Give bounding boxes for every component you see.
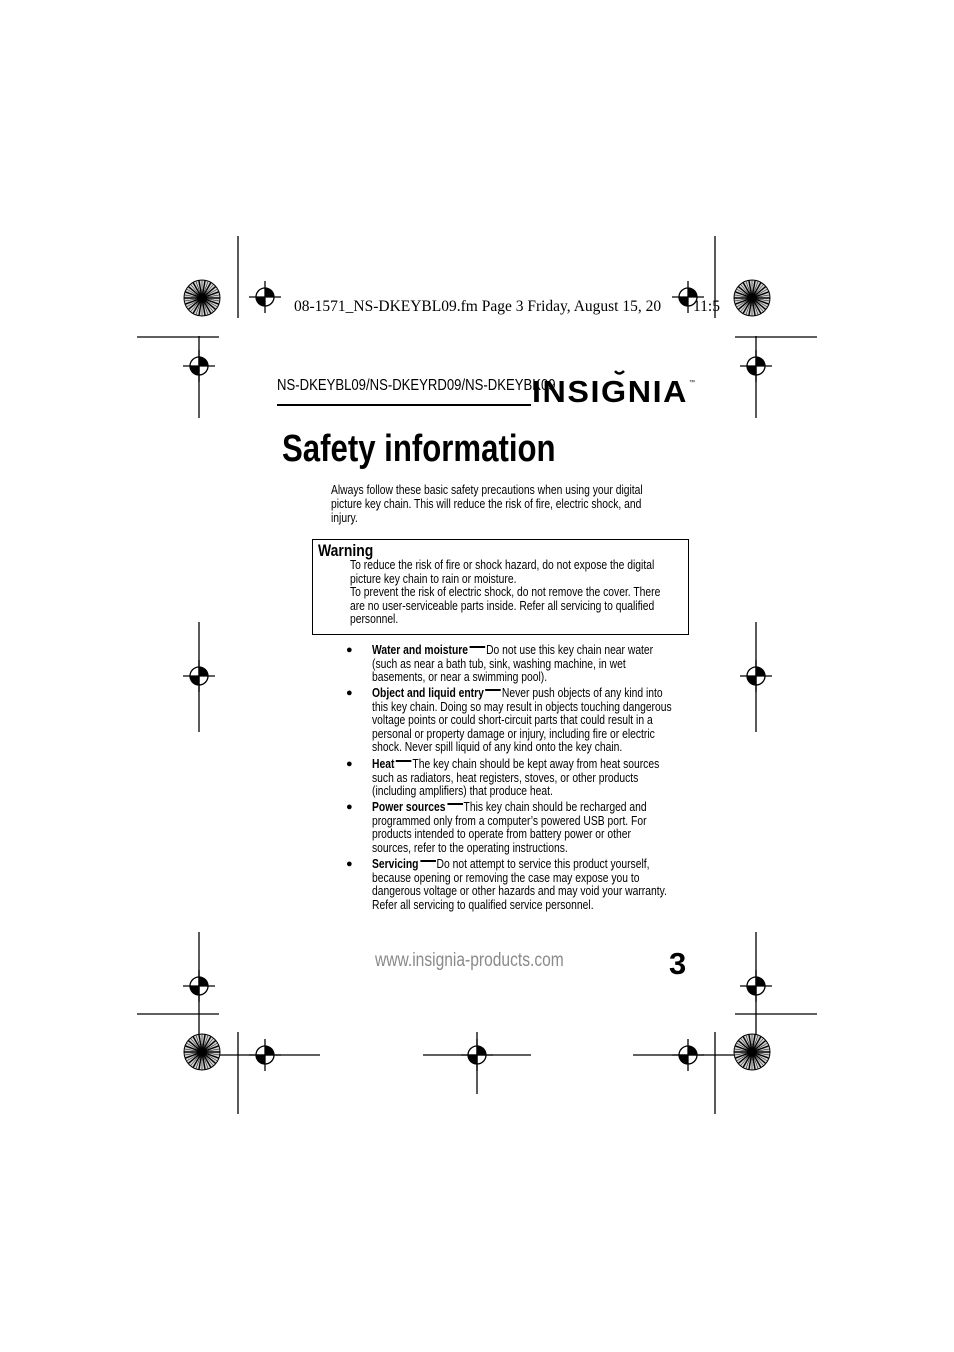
footer-website-link[interactable]: www.insignia-products.com: [375, 950, 564, 971]
logo-wordmark: INSIGNIA: [532, 374, 688, 409]
star-target-mark: [184, 1034, 220, 1070]
page-number: 3: [669, 946, 687, 981]
file-slug-text: 08-1571_NS-DKEYBL09.fm Page 3 Friday, August 15, 20: [294, 298, 662, 315]
bullet-term: Power sources: [372, 800, 446, 814]
bullet-line: (such as near a bath tub, sink, washing machine, in wet: [372, 656, 626, 671]
bullet-first-line: This key chain should be recharged and: [463, 800, 647, 814]
bullet-dot: ●: [346, 801, 353, 813]
bullet-term: Heat: [372, 757, 395, 771]
file-slug-time: 11:5: [692, 298, 720, 315]
intro-paragraph: [331, 483, 643, 525]
bullet-line: basements, or near a swimming pool).: [372, 670, 548, 685]
header-rule: [277, 404, 531, 406]
em-dash: [447, 803, 463, 805]
model-numbers: NS-DKEYBL09/NS-DKEYRD09/NS-DKEYBK09: [277, 377, 556, 394]
bullet-line: this key chain. Doing so may result in objects touching dangerous: [372, 699, 672, 714]
file-slug-header: [294, 298, 720, 316]
bullet-dot: ●: [346, 858, 353, 870]
intro-line: picture key chain. This will reduce the risk of fire, electric shock, and: [331, 497, 642, 511]
logo-trademark: ™: [689, 380, 695, 386]
bullet-line: because opening or removing the case may expose you to: [372, 870, 640, 885]
warning-line: personnel.: [350, 612, 399, 627]
intro-line: injury.: [331, 511, 358, 525]
star-target-mark: [184, 280, 220, 316]
bullet-first-line: Do not attempt to service this product yourself,: [436, 857, 650, 871]
registration-mark: [183, 970, 215, 1002]
registration-mark: [249, 281, 281, 313]
warning-line: To reduce the risk of fire or shock hazard, do not expose the digital: [350, 558, 655, 572]
bullet-line: personal or property damage or injury, including fire or electric: [372, 726, 655, 741]
bullet-line: programmed only from a computer’s powered USB port. For: [372, 813, 647, 828]
bullet-line: shock. Never spill liquid of any kind onto the key chain.: [372, 740, 623, 755]
logo-arc-mark: [615, 371, 624, 374]
page-title: Safety information: [282, 428, 556, 470]
em-dash: [396, 760, 412, 762]
bullet-line: products intended to operate from battery power or other: [372, 827, 631, 842]
bullet-term: Object and liquid entry: [372, 686, 484, 700]
bullet-line: (including amplifiers) that produce heat.: [372, 784, 553, 799]
bullet-dot: ●: [346, 687, 353, 699]
warning-box: [312, 539, 689, 635]
warning-line: To prevent the risk of electric shock, do not remove the cover. There: [350, 585, 661, 600]
star-target-mark: [734, 1034, 770, 1070]
bullet-first-line: Never push objects of any kind into: [501, 686, 663, 700]
warning-line: are no user-serviceable parts inside. Refer all servicing to qualified: [350, 598, 655, 613]
warning-body: [350, 559, 660, 627]
bullet-first-line: The key chain should be kept away from heat sources: [412, 757, 660, 771]
em-dash: [420, 860, 436, 862]
star-target-mark: [734, 280, 770, 316]
bullet-term: Water and moisture: [372, 643, 469, 657]
insignia-logo: [532, 368, 698, 419]
intro-line: Always follow these basic safety precautions when using your digital: [331, 483, 643, 497]
warning-line: picture key chain to rain or moisture.: [350, 571, 517, 586]
warning-title: Warning: [318, 541, 374, 560]
bullet-first-line: Do not use this key chain near water: [486, 643, 654, 657]
bullet-line: Refer all servicing to qualified service personnel.: [372, 897, 594, 912]
registration-mark: [740, 660, 772, 692]
registration-mark: [740, 350, 772, 382]
registration-mark: [740, 970, 772, 1002]
registration-mark: [183, 350, 215, 382]
bullet-dot: ●: [346, 758, 353, 770]
bullet-line: such as radiators, heat registers, stoves, or other products: [372, 770, 639, 785]
registration-mark: [183, 660, 215, 692]
bullet-dot: ●: [346, 644, 353, 656]
em-dash: [470, 646, 486, 648]
bullet-line: voltage points or could short-circuit parts that could result in a: [372, 713, 653, 728]
bullet-term: Servicing: [372, 857, 419, 871]
em-dash: [486, 689, 502, 691]
bullet-line: sources, refer to the operating instructions.: [372, 840, 568, 855]
bullet-line: dangerous voltage or other hazards and may void your warranty.: [372, 884, 667, 899]
